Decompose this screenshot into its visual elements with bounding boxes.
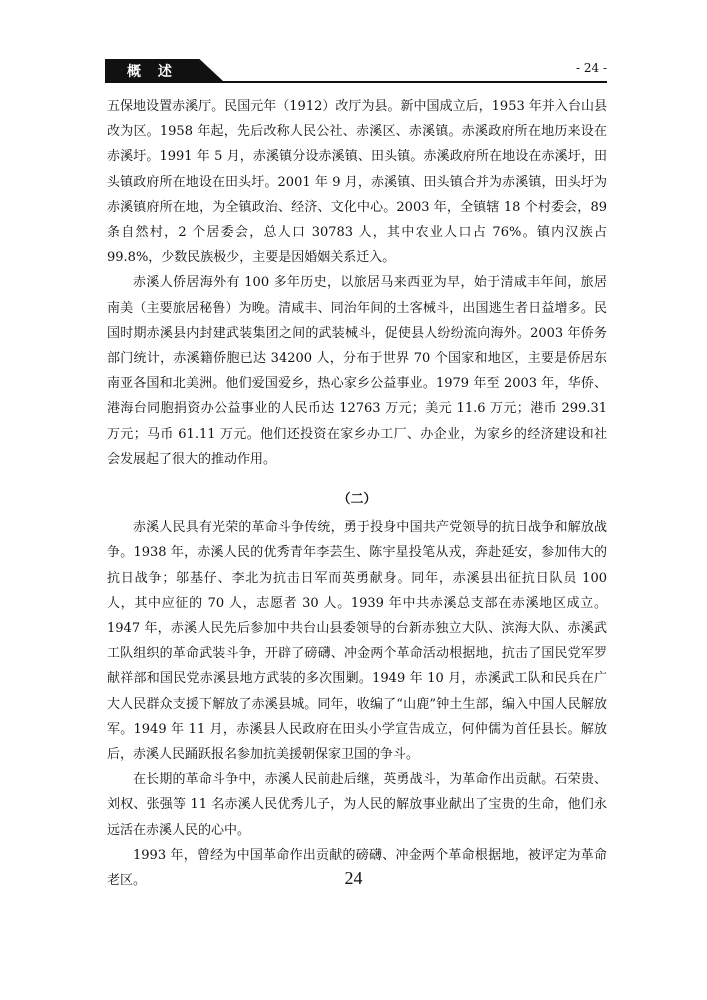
section-label: 概 述 [127,64,178,80]
header-page-number: - 24 - [575,61,607,75]
paragraph-martyrs: 在长期的革命斗争中，赤溪人民前赴后继，英勇战斗，为革命作出贡献。石荣贵、刘权、张强等 11 名赤溪人民优秀儿子，为人民的解放事业献出了宝贵的生命，他们永远活在赤溪人民的心中。 [107,772,607,838]
paragraph-old-revolutionary-area: 1993 年，曾经为中国革命作出贡献的磅礴、冲金两个革命根据地，被评定为革命老区。 [107,847,607,889]
paragraph-continued: 五保地设置赤溪厅。民国元年（1912）改厅为县。新中国成立后，1953 年并入台山县改为区。1958 年起，先后改称人民公社、赤溪区、赤溪镇。赤溪政府所在地历来设在赤溪圩。1991 年 5 月，赤溪镇分设赤溪镇、田头镇。赤溪政府所在地设在赤溪圩，田头镇政府所在地设在田头圩。2001 年 9 月，赤溪镇、田头镇合并为赤溪镇，田头圩为赤溪镇府所在地，为全镇政治、经济、文化中心。2003 年，全镇辖 18 个村委会，89 条自然村，2 个居委会，总人口 30783 人，其中农业人口占 76%。镇内汉族占 99.8%，少数民族极少，主要是因婚姻关系迁入。 [107,99,607,266]
paragraph-revolution: 赤溪人民具有光荣的革命斗争传统，勇于投身中国共产党领导的抗日战争和解放战争。1938 年，赤溪人民的优秀青年李芸生、陈宇星投笔从戎，奔赴延安，参加伟大的抗日战争；邬基仔、李北为抗击日军而英勇献身。同年，赤溪县出征抗日队员 100 人，其中应征的 70 人，志愿者 30 人。1939 年中共赤溪总支部在赤溪地区成立。1947 年，赤溪人民先后参加中共台山县委领导的台新赤独立大队、滨海大队、赤溪武工队组织的革命武装斗争，开辟了磅礴、冲金两个革命活动根据地，抗击了国民党军罗献祥部和国民党赤溪县地方武装的多次围剿。1949 年 10 月，赤溪武工队和民兵在广大人民群众支援下解放了赤溪县城。同年，收编了“山鹿”钟土生部，编入中国人民解放军。1949 年 11 月，赤溪县人民政府在田头小学宣告成立，何仲儒为首任县长。解放后，赤溪人民踊跃报名参加抗美援朝保家卫国的争斗。 [107,520,607,763]
running-header [105,59,607,81]
header-rule [105,81,607,83]
section-heading: （二） [337,492,377,508]
page-number: 24 [344,868,363,888]
paragraph-overseas-chinese: 赤溪人侨居海外有 100 多年历史，以旅居马来西亚为早，始于清咸丰年间，旅居南美（主要旅居秘鲁）为晚。清咸丰、同治年间的土客械斗，出国逃生者日益增多。民国时期赤溪县内封建武装集团之间的武装械斗，促使县人纷纷流向海外。2003 年侨务部门统计，赤溪籍侨胞已达 34200 人，分布于世界 70 个国家和地区，主要是侨居东南亚各国和北美洲。他们爱国爱乡，热心家乡公益事业。1979 年至 2003 年，华侨、港海台同胞捐资办公益事业的人民币达 12763 万元；美元 11.6 万元；港币 299.31 万元；马币 61.11 万元。他们还投资在家乡办工厂、办企业，为家乡的经济建设和社会发展起了很大的推动作用。 [107,275,608,467]
page-body [107,94,607,893]
